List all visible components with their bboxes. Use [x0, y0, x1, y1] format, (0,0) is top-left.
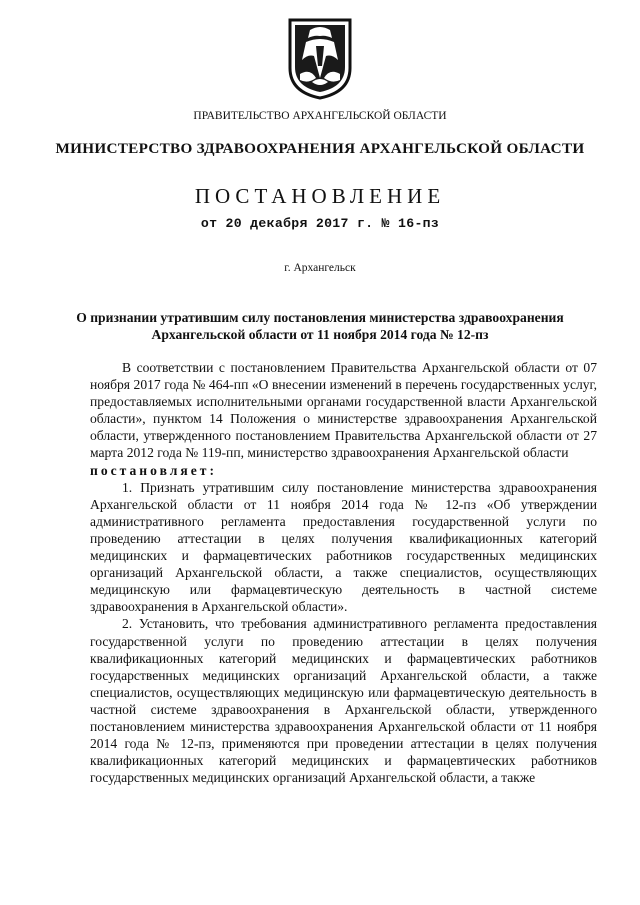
item-1-paragraph: 1. Признать утратившим силу постановление министерства здравоохранения Архангельской области от 11 ноября 2014 года № 12-пз «Об утверждении административного регламента предоставления государственной услуги по проведению аттестации в целях получения квалификационных категорий медицинских и фармацевтических работников государственных медицинских организаций Архангельской области, а также специалистов, осуществляющих медицинскую или фармацевтическую деятельность в частной системе здравоохранения в Архангельской области». [90, 479, 597, 615]
coat-of-arms-emblem [286, 16, 354, 100]
item-2-paragraph: 2. Установить, что требования административного регламента предоставления государственной услуги по проведению аттестации в целях получения квалификационных категорий медицинских и фармацевтических работников государственных медицинских организаций Архангельской области, а также специалистов, осуществляющих медицинскую или фармацевтическую деятельность в частной системе здравоохранения в Архангельской области, утвержденного постановлением министерства здравоохранения Архангельской области от 11 ноября 2014 года № 12-пз, применяются при проведении аттестации в целях получения квалификационных категорий медицинских и фармацевтических работников государственных медицинских организаций Архангельской области, а также [90, 616, 597, 786]
shield-icon [286, 16, 354, 100]
document-city: г. Архангельск [284, 262, 356, 274]
preamble-paragraph: В соответствии с постановлением Правительства Архангельской области от 07 ноября 2017 года № 464-пп «О внесении изменений в перечень государственных услуг, предоставляемых исполнительными органами государственной власти Архангельской области», пунктом 14 Положения о министерстве здравоохранения Архангельской области, утвержденного постановлением Правительства Архангельской области от 27 марта 2012 года № 119-пп, министерство здравоохранения Архангельской области [90, 360, 597, 461]
document-body [90, 359, 597, 786]
document-subject: О признании утратившим силу постановления министерства здравоохранения Архангельской области от 11 ноября 2014 года № 12-пз [76, 310, 564, 342]
document-number-date: от 20 декабря 2017 г. № 16-пз [200, 216, 440, 231]
ministry-name: МИНИСТЕРСТВО ЗДРАВООХРАНЕНИЯ АРХАНГЕЛЬСКОЙ ОБЛАСТИ [55, 140, 585, 157]
government-name: ПРАВИТЕЛЬСТВО АРХАНГЕЛЬСКОЙ ОБЛАСТИ [193, 110, 447, 122]
decree-word: постановляет: [90, 462, 217, 478]
document-type: ПОСТАНОВЛЕНИЕ [194, 184, 446, 208]
